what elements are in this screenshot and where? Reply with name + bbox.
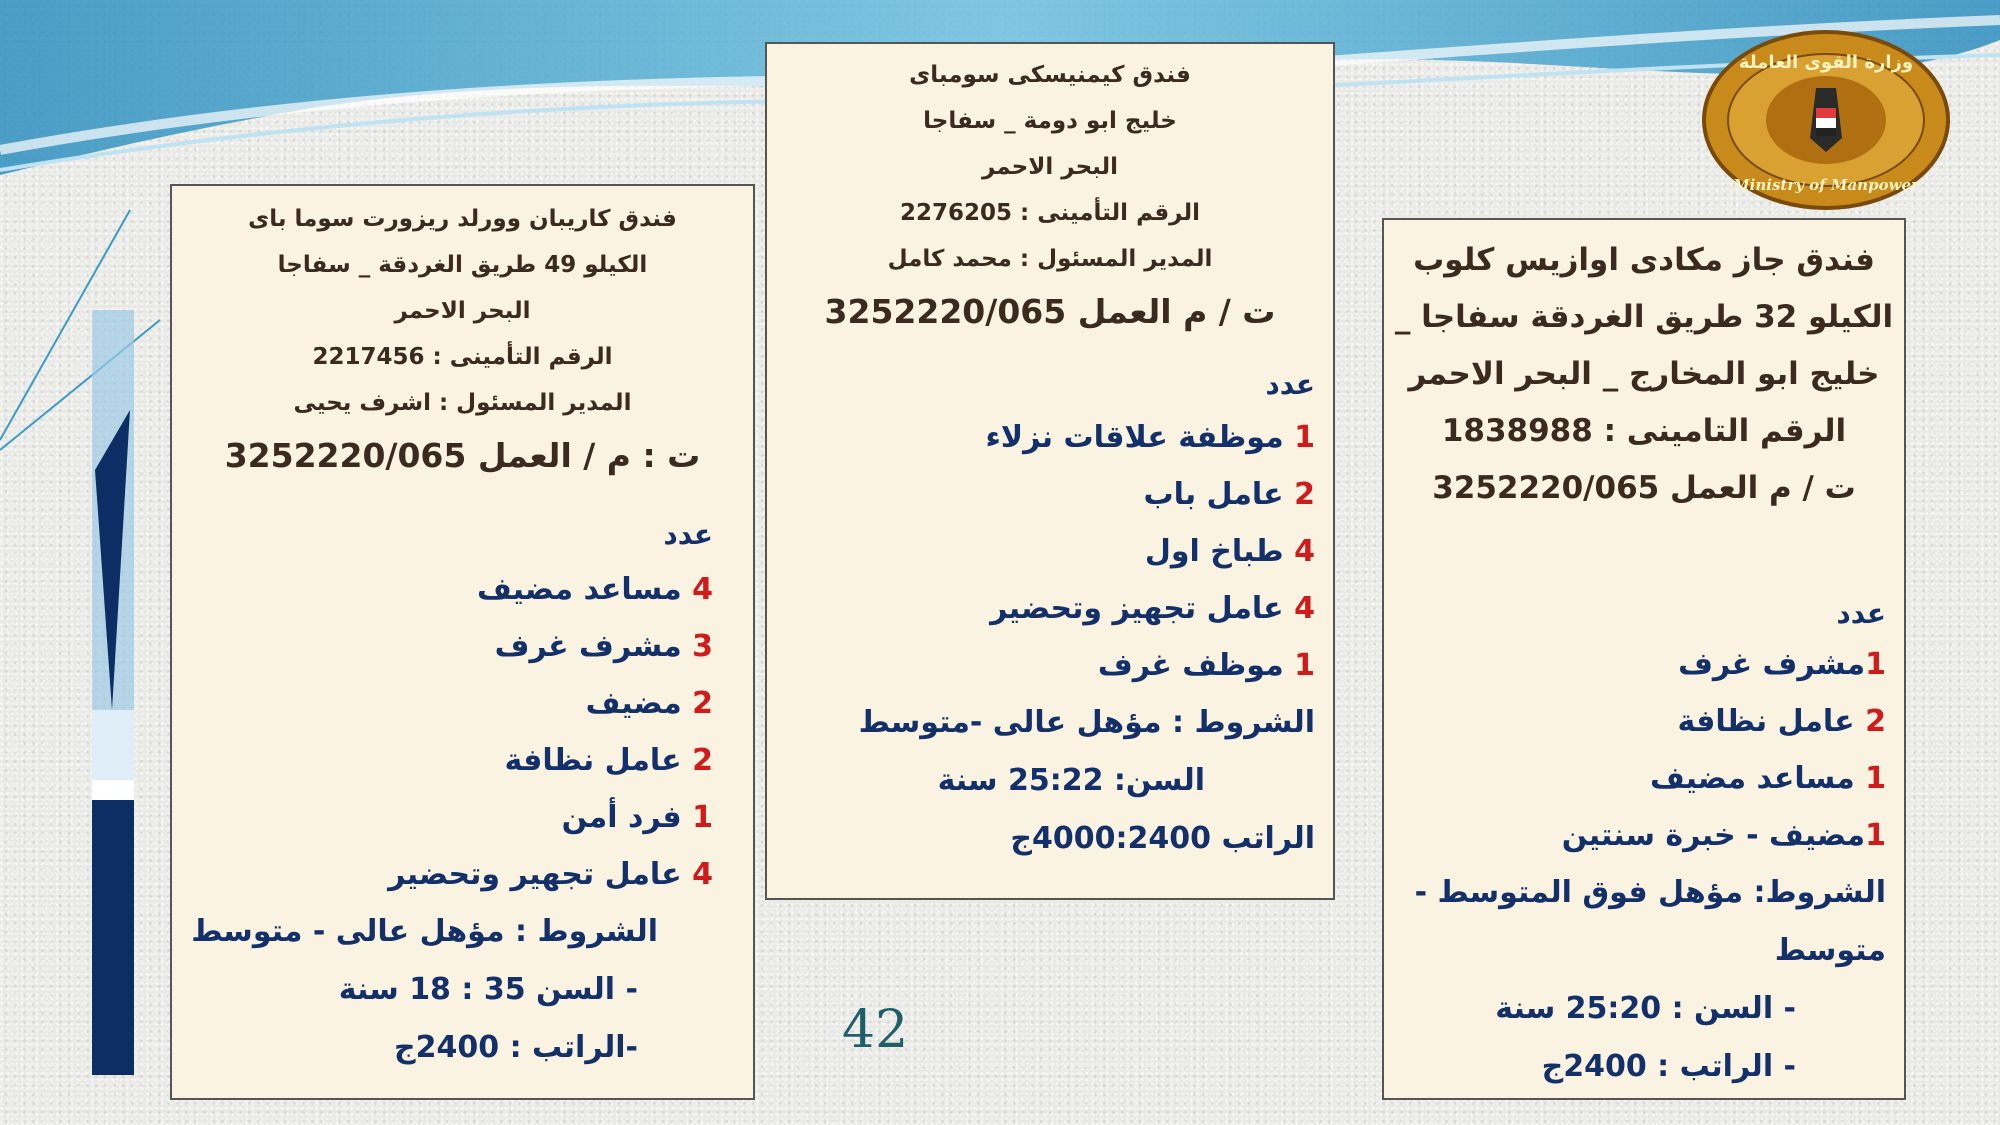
- job-item: 4 عامل تجهير وتحضير: [388, 857, 713, 892]
- conditions-text: الشروط : مؤهل عالى -متوسط: [858, 705, 1315, 740]
- conditions-text: الشروط: مؤهل فوق المتوسط -: [1414, 875, 1886, 910]
- insurance-number: الرقم التامينى : 1838988: [1441, 413, 1847, 449]
- job-list: [1384, 636, 1886, 864]
- job-item: 2 عامل باب: [1143, 477, 1315, 512]
- hotel-address-line2: خليج ابو المخارج _ البحر الاحمر: [1408, 356, 1880, 392]
- hotel-address: خليج ابو دومة _ سفاجا: [923, 108, 1177, 134]
- page-number: 42: [842, 1000, 909, 1060]
- hotel-region: البحر الاحمر: [394, 298, 531, 324]
- count-label: عدد: [1265, 368, 1315, 401]
- conditions-text-line2: متوسط: [1774, 933, 1886, 968]
- job-item: 1مشرف غرف: [1678, 647, 1886, 682]
- hotel-address: الكيلو 49 طريق الغردقة _ سفاجا: [277, 252, 648, 278]
- job-item: 3 مشرف غرف: [494, 629, 713, 664]
- insurance-number: الرقم التأمينى : 2217456: [312, 344, 613, 370]
- hotel-name: فندق كيمنيسكى سومباى: [909, 62, 1191, 88]
- hotel-panel-kempinski: [765, 42, 1335, 900]
- salary: -الراتب : 2400ج: [394, 1030, 638, 1065]
- job-item: 1 موظفة علاقات نزلاء: [985, 420, 1315, 455]
- logo-english-text: Ministry of Manpower: [1733, 176, 1919, 194]
- hotel-name: فندق كاريبان وورلد ريزورت سوما باى: [248, 206, 677, 232]
- manager-name: المدير المسئول : محمد كامل: [887, 246, 1213, 272]
- age-range: - السن 35 : 18 سنة: [338, 972, 638, 1007]
- hotel-name: فندق جاز مكادى اوازيس كلوب: [1413, 242, 1875, 278]
- panel-header: [1384, 220, 1904, 517]
- office-phone: ت / م العمل 3252220/065: [824, 292, 1276, 331]
- panel-header: [767, 44, 1333, 342]
- count-label: عدد: [1836, 597, 1886, 630]
- job-list: [767, 409, 1315, 694]
- job-item: 2 عامل نظافة: [504, 743, 713, 778]
- age-range: - السن : 25:20 سنة: [1495, 991, 1796, 1026]
- salary: الراتب 4000:2400ج: [1010, 821, 1315, 856]
- job-item: 2 مضيف: [585, 686, 713, 721]
- logo-arabic-text: وزارة القوى العاملة: [1738, 52, 1914, 73]
- job-item: 4 طباخ اول: [1144, 534, 1315, 569]
- hotel-region: البحر الاحمر: [981, 154, 1119, 180]
- ministry-logo-seal: [1700, 28, 1952, 213]
- job-item: 1 مساعد مضيف: [1649, 761, 1886, 796]
- job-item: 4 مساعد مضيف: [476, 572, 713, 607]
- salary: - الراتب : 2400ج: [1541, 1049, 1796, 1084]
- age-range: السن: 25:22 سنة: [937, 763, 1205, 798]
- job-item: 1مضيف - خبرة سنتين: [1561, 818, 1886, 853]
- count-label: عدد: [663, 518, 713, 551]
- insurance-number: الرقم التأمينى : 2276205: [899, 200, 1200, 226]
- hotel-panel-caribbean-world: [170, 184, 755, 1100]
- conditions-text: الشروط : مؤهل عالى - متوسط: [191, 914, 658, 949]
- job-list: [172, 561, 713, 903]
- manager-name: المدير المسئول : اشرف يحيى: [293, 390, 632, 416]
- job-item: 1 فرد أمن: [561, 800, 713, 835]
- job-conditions: [1384, 864, 1886, 1096]
- job-item: 2 عامل نظافة: [1677, 704, 1886, 739]
- job-conditions: [172, 903, 753, 1077]
- job-item: 1 موظف غرف: [1097, 648, 1315, 683]
- pen-decoration: [0, 190, 180, 1090]
- office-phone: ت : م / العمل 3252220/065: [224, 436, 701, 475]
- office-phone: ت / م العمل 3252220/065: [1432, 470, 1856, 506]
- job-item: 4 عامل تجهيز وتحضير: [990, 591, 1315, 626]
- hotel-panel-jaz-makadi: [1382, 218, 1906, 1100]
- job-conditions: [767, 694, 1315, 868]
- panel-header: [172, 186, 753, 486]
- hotel-address: الكيلو 32 طريق الغردقة سفاجا _: [1394, 299, 1894, 335]
